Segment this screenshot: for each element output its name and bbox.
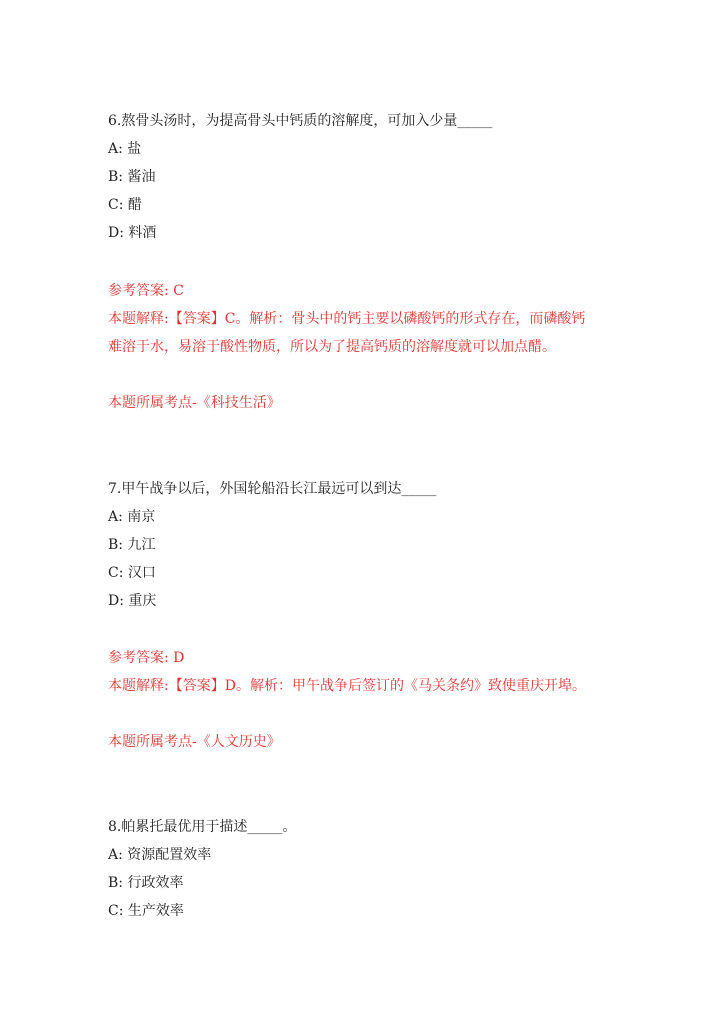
option-a: A: 南京 — [108, 509, 156, 525]
option-a: A: 资源配置效率 — [108, 847, 212, 863]
topic-label: 本题所属考点-《科技生活》 — [108, 395, 281, 411]
question-stem: 7.甲午战争以后，外国轮船沿长江最远可以到达_____ — [108, 481, 437, 497]
reference-answer: 参考答案: D — [108, 650, 185, 666]
option-b: B: 行政效率 — [108, 875, 184, 891]
reference-answer: 参考答案: C — [108, 283, 184, 299]
explanation-line: 本题解释:【答案】C。解析：骨头中的钙主要以磷酸钙的形式存在，而磷酸钙 — [108, 311, 586, 327]
explanation-line: 本题解释:【答案】D。解析：甲午战争后签订的《马关条约》致使重庆开埠。 — [108, 678, 586, 694]
topic-label: 本题所属考点-《人文历史》 — [108, 734, 281, 750]
question-stem: 6.熬骨头汤时，为提高骨头中钙质的溶解度，可加入少量_____ — [108, 113, 493, 129]
option-c: C: 汉口 — [108, 565, 156, 581]
option-d: D: 重庆 — [108, 593, 157, 609]
question-stem: 8.帕累托最优用于描述_____。 — [108, 819, 297, 835]
option-d: D: 料酒 — [108, 225, 157, 241]
option-b: B: 九江 — [108, 537, 156, 553]
explanation-line: 难溶于水，易溶于酸性物质，所以为了提高钙质的溶解度就可以加点醋。 — [108, 339, 556, 355]
option-b: B: 酱油 — [108, 169, 156, 185]
option-c: C: 生产效率 — [108, 903, 184, 919]
option-c: C: 醋 — [108, 197, 142, 213]
option-a: A: 盐 — [108, 141, 142, 157]
